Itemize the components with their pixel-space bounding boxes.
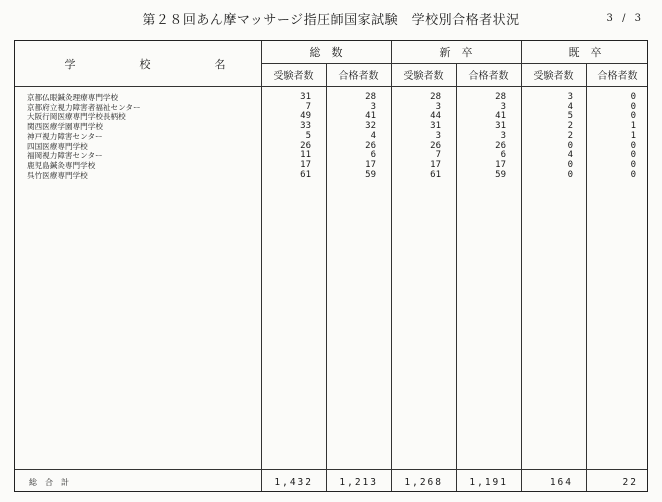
cell-value: 59 xyxy=(495,169,506,180)
document-title: 第２８回あん摩マッサージ指圧師国家試験 学校別合格者状況 xyxy=(142,13,520,28)
cell-value: 4 xyxy=(370,130,376,141)
grid-line xyxy=(15,86,647,87)
cell-value: 26 xyxy=(495,140,506,151)
passers-header: 合格者数 xyxy=(468,71,509,82)
new-passers-column xyxy=(456,93,506,180)
grand-total-value: 1,191 xyxy=(469,477,508,488)
cell-value: 49 xyxy=(300,111,311,122)
cell-value: 0 xyxy=(567,159,573,170)
cell-value: 3 xyxy=(370,101,376,112)
total-group-header: 総 数 xyxy=(309,46,343,59)
cell-value: 26 xyxy=(300,140,311,151)
cell-value: 0 xyxy=(630,140,636,151)
cell-value: 3 xyxy=(567,92,573,102)
school-name: 四国医療専門学校 xyxy=(27,141,88,151)
school-name-header: 学 校 名 xyxy=(64,57,240,71)
grand-total-value: 1,213 xyxy=(339,477,378,488)
cell-value: 0 xyxy=(630,150,636,161)
new-grad-group-header: 新 卒 xyxy=(439,46,473,59)
grand-total-value: 1,268 xyxy=(404,477,443,488)
examinees-header: 受験者数 xyxy=(533,71,574,82)
cell-value: 31 xyxy=(300,92,311,102)
cell-value: 6 xyxy=(370,150,376,161)
cell-value: 3 xyxy=(500,130,506,141)
passers-header: 合格者数 xyxy=(597,71,638,82)
cell-value: 4 xyxy=(567,150,573,161)
cell-value: 17 xyxy=(365,159,376,170)
cell-value: 17 xyxy=(430,159,441,170)
school-name: 関西医療学園専門学校 xyxy=(27,122,103,132)
cell-value: 0 xyxy=(630,101,636,112)
cell-value: 7 xyxy=(435,150,441,161)
cell-value: 28 xyxy=(430,92,441,102)
cell-value: 0 xyxy=(630,159,636,170)
school-name: 福岡視力障害センター xyxy=(27,151,103,161)
school-name: 大阪行岡医療専門学校長柄校 xyxy=(27,112,126,122)
cell-value: 1 xyxy=(630,121,636,132)
cell-value: 5 xyxy=(305,130,311,141)
cell-value: 31 xyxy=(495,121,506,132)
past-examinees-column xyxy=(521,93,573,180)
school-name: 神戸視力障害センター xyxy=(27,131,103,141)
cell-value: 17 xyxy=(495,159,506,170)
school-name: 京都府立視力障害者福祉センター xyxy=(27,102,141,112)
cell-value: 1 xyxy=(630,130,636,141)
cell-value: 3 xyxy=(435,101,441,112)
grand-total-value: 164 xyxy=(549,477,573,488)
cell-value: 28 xyxy=(495,92,506,102)
grand-total-label: 総合計 xyxy=(29,478,77,487)
cell-value: 33 xyxy=(300,121,311,132)
cell-value: 26 xyxy=(430,140,441,151)
grand-total-value: 22 xyxy=(622,477,638,488)
grid-line xyxy=(15,469,647,470)
cell-value: 0 xyxy=(630,92,636,102)
cell-value: 7 xyxy=(305,101,311,112)
cell-value: 0 xyxy=(567,169,573,180)
results-table xyxy=(14,40,648,492)
grand-total-value: 1,432 xyxy=(274,477,313,488)
total-examinees-column xyxy=(261,93,311,180)
cell-value: 61 xyxy=(430,169,441,180)
examinees-header: 受験者数 xyxy=(403,71,444,82)
school-name: 鹿児島鍼灸専門学校 xyxy=(27,160,96,170)
cell-value: 44 xyxy=(430,111,441,122)
cell-value: 2 xyxy=(567,121,573,132)
cell-value: 11 xyxy=(300,150,311,161)
cell-value: 5 xyxy=(567,111,573,122)
passers-header: 合格者数 xyxy=(338,71,379,82)
cell-value: 2 xyxy=(567,130,573,141)
examinees-header: 受験者数 xyxy=(273,71,314,82)
page-number: 3 / 3 xyxy=(606,13,644,24)
cell-value: 3 xyxy=(500,101,506,112)
total-passers-column xyxy=(326,93,376,180)
school-name: 京都仏眼鍼灸理療専門学校 xyxy=(27,93,119,102)
cell-value: 41 xyxy=(495,111,506,122)
school-name-list xyxy=(27,93,267,180)
cell-value: 4 xyxy=(567,101,573,112)
cell-value: 41 xyxy=(365,111,376,122)
cell-value: 28 xyxy=(365,92,376,102)
new-examinees-column xyxy=(391,93,441,180)
cell-value: 0 xyxy=(630,169,636,180)
cell-value: 59 xyxy=(365,169,376,180)
cell-value: 26 xyxy=(365,140,376,151)
cell-value: 3 xyxy=(435,130,441,141)
cell-value: 6 xyxy=(500,150,506,161)
cell-value: 17 xyxy=(300,159,311,170)
past-passers-column xyxy=(586,93,636,180)
cell-value: 32 xyxy=(365,121,376,132)
past-grad-group-header: 既 卒 xyxy=(568,46,602,59)
cell-value: 31 xyxy=(430,121,441,132)
school-name: 呉竹医療専門学校 xyxy=(27,170,88,180)
cell-value: 61 xyxy=(300,169,311,180)
cell-value: 0 xyxy=(567,140,573,151)
cell-value: 0 xyxy=(630,111,636,122)
